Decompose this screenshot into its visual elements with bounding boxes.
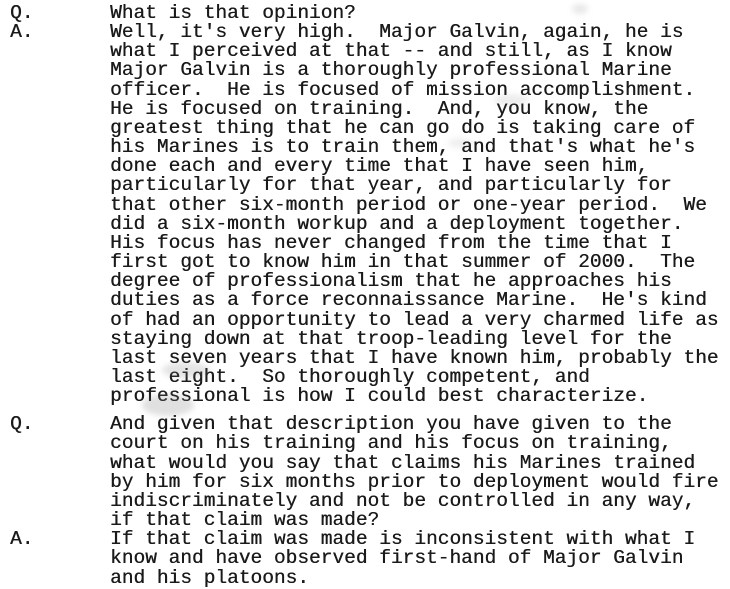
question-text: And given that description you have given to the court on his training and his focus on training, what would you say that claims his Marines trained by him for six months prior to deployment would fire indiscriminately and not be controlled in any way, if that claim was made? xyxy=(110,413,719,532)
question-speaker-label: Q. xyxy=(10,413,34,436)
answer-text: Well, it's very high. Major Galvin, again, he is what I perceived at that -- and still, as I know Major Galvin is a thoroughly professional Marine officer. He is focused of mission accomplishment. He is focused on training. And, you know, the greatest thing that he can go do is taking care of his Marines is to train them, and that's what he's done each and every time that I have seen him, particularly for that year, and particularly for that other six-month period or one-year period. We did a six-month workup and a deployment together. His focus has never changed from the time that I first got to know him in that summer of 2000. The degree of professionalism that he approaches his duties as a force reconnaissance Marine. He's kind of had an opportunity to lead a very charmed life as staying down at that troop-leading level for the last seven years that I have known him, probably the last eight. So thoroughly competent, and professional is how I could best characterize. xyxy=(110,21,719,408)
answer-speaker-label: A. xyxy=(10,21,34,44)
question-text: What is that opinion? xyxy=(110,2,356,24)
answer-speaker-label: A. xyxy=(10,528,34,551)
answer-text: If that claim was made is inconsistent with what I know and have observed first-hand of Major Galvin and his platoons. xyxy=(110,528,696,589)
qa-entry xyxy=(10,530,730,587)
qa-entry xyxy=(10,415,730,530)
transcript-body xyxy=(10,4,730,588)
question-speaker-label: Q. xyxy=(10,2,34,24)
qa-entry xyxy=(10,23,730,406)
